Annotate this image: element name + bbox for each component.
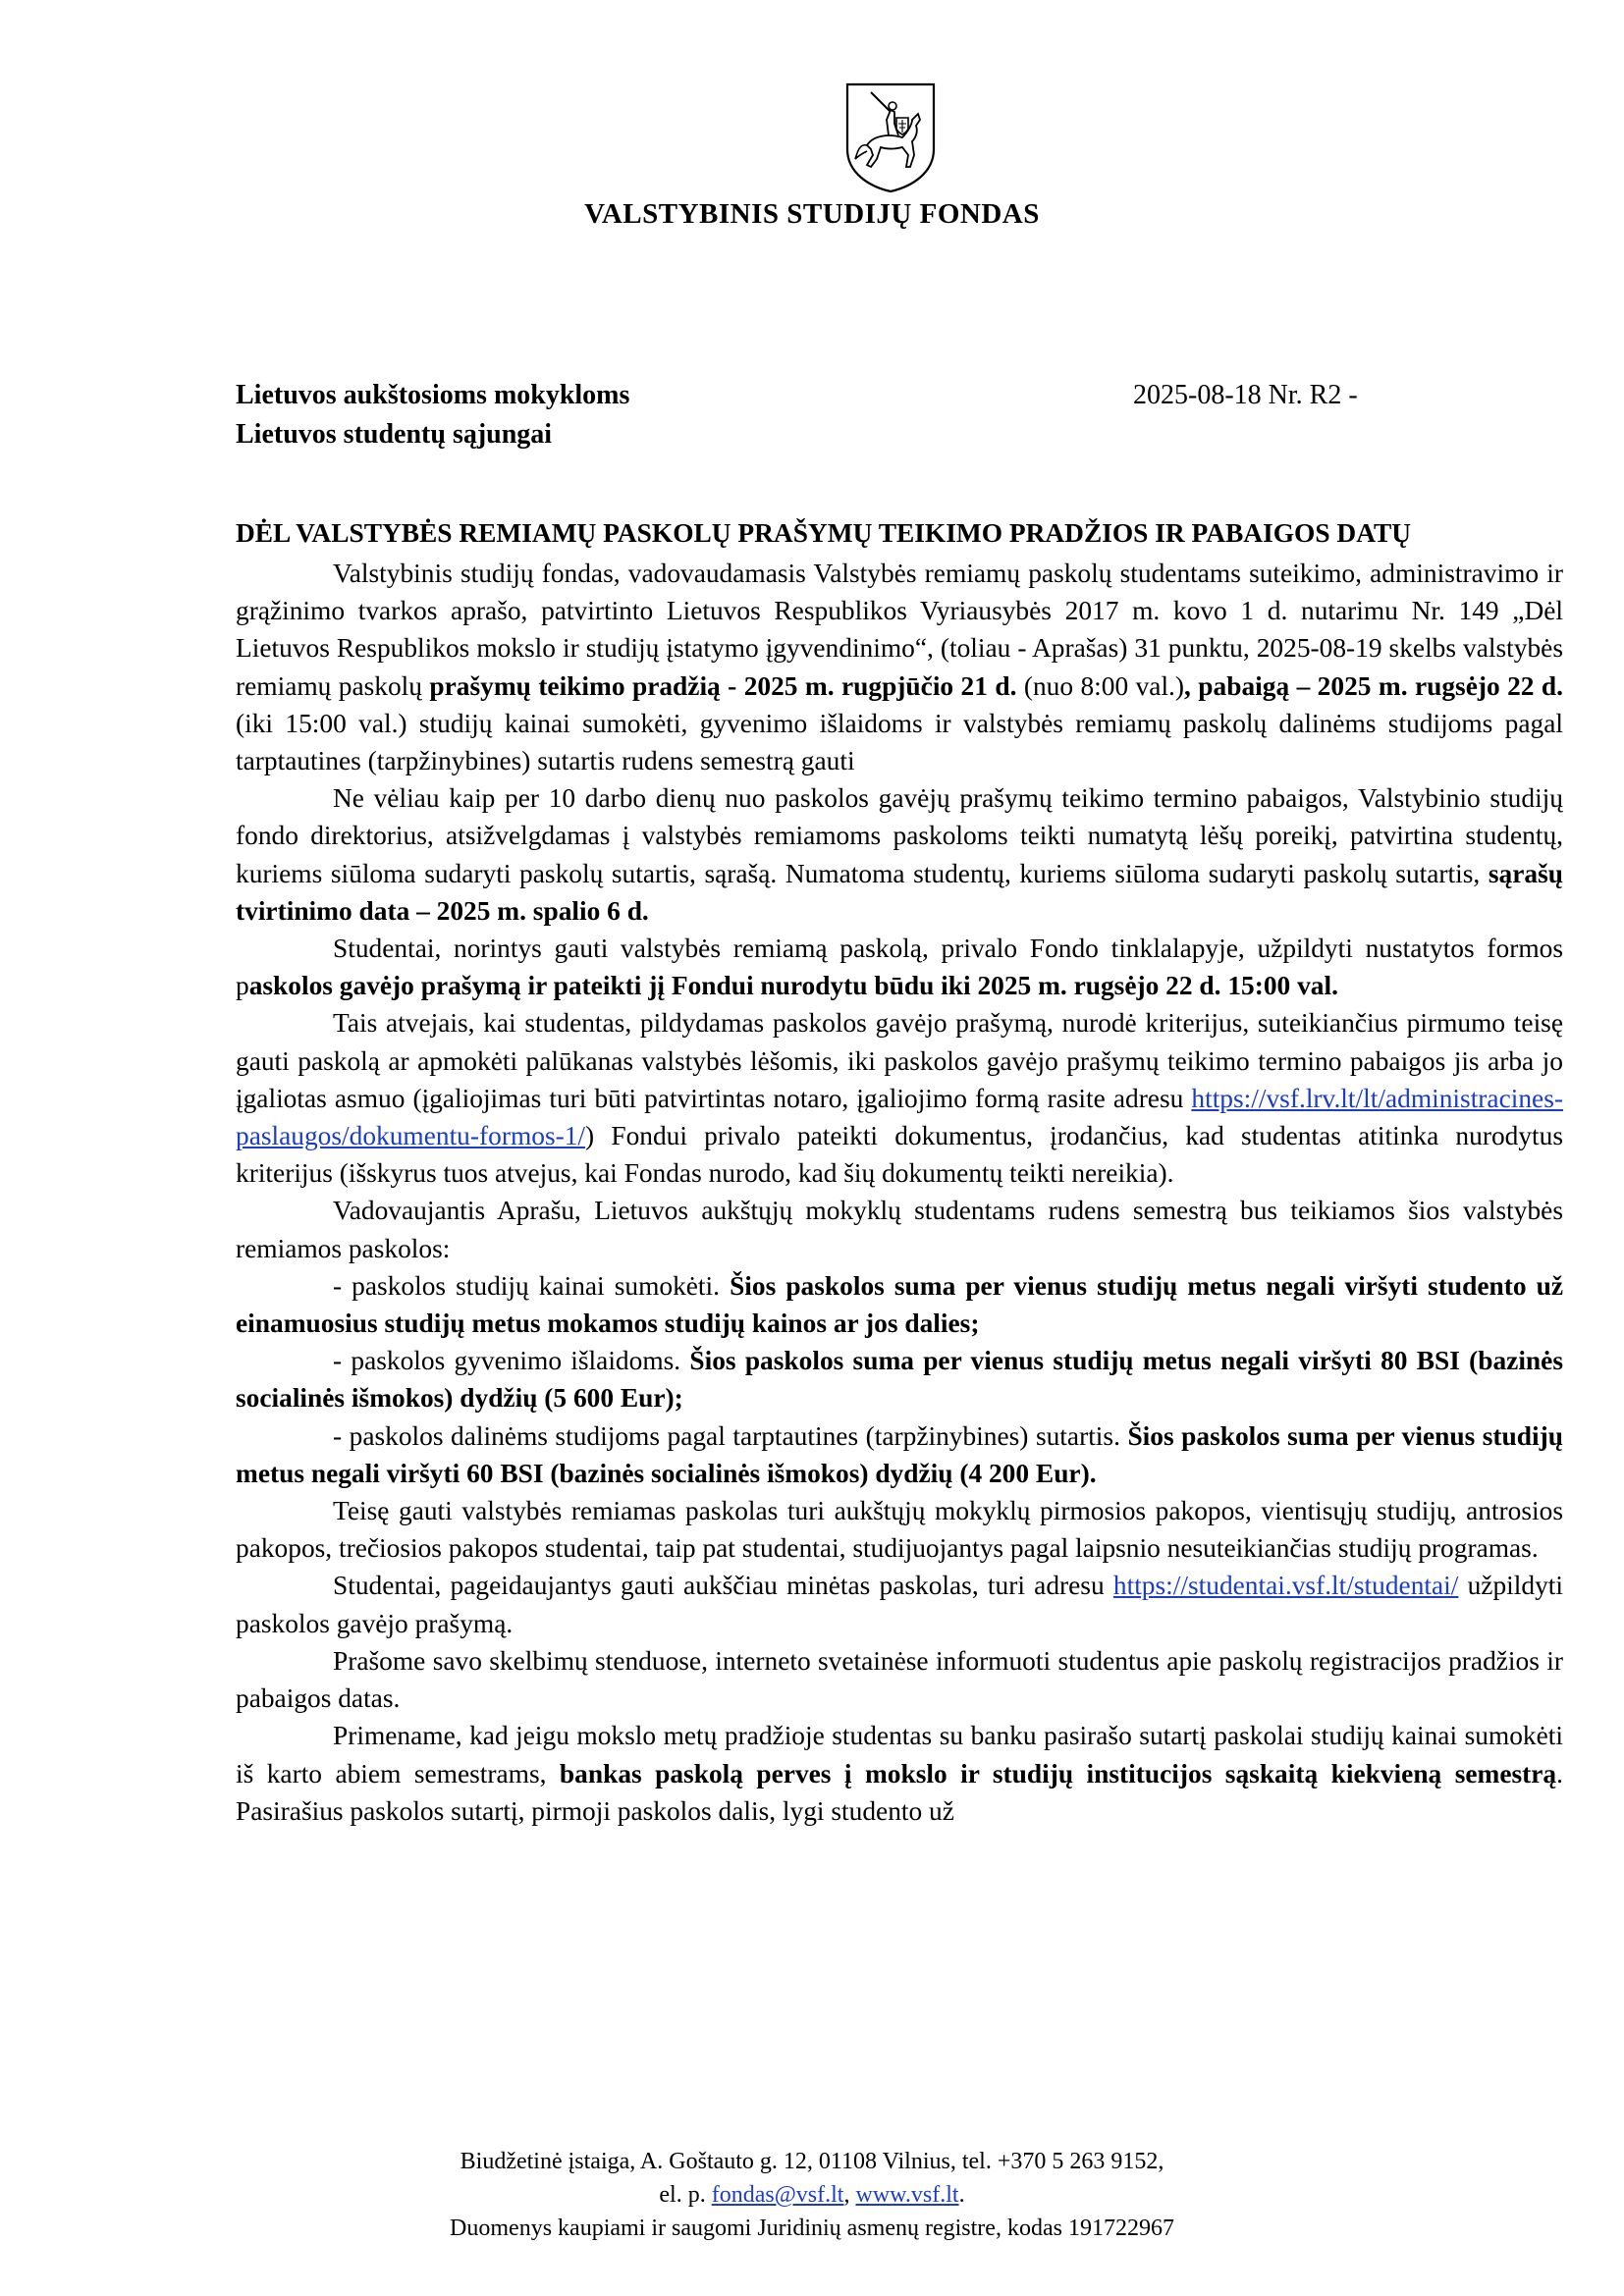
- paragraph-7: [236, 1567, 1563, 1641]
- text-span: . Pasirašius paskolos sutartį, pirmoji paskolos dalis, lygi studento už: [236, 1758, 1563, 1826]
- registration-date-number: 2025-08-18 Nr. R2 -: [1133, 380, 1358, 410]
- text-span: Studentai, norintys gauti valstybės remiamą paskolą, privalo Fondo tinklalapyje, užpildyti nustatytos formos p: [236, 934, 1563, 1001]
- paragraph-1: [236, 555, 1563, 779]
- subject-heading: DĖL VALSTYBĖS REMIAMŲ PASKOLŲ PRAŠYMŲ TEIKIMO PRADŽIOS IR PABAIGOS DATŲ: [236, 518, 1411, 548]
- footer-contacts: [0, 2178, 1624, 2212]
- paragraph-2: [236, 779, 1563, 930]
- email-link[interactable]: fondas@vsf.lt: [711, 2182, 844, 2208]
- suffix: .: [958, 2182, 965, 2208]
- text-span: ) Fondui privalo pateikti dokumentus, įrodančius, kad studentas atitinka nurodytus kriterijus (išskyrus tuos atvejus, kai Fondas nurodo, kad šių dokumentų teikti nereikia).: [236, 1121, 1563, 1189]
- text-span: (iki 15:00 val.) studijų kainai sumokėti, gyvenimo išlaidoms ir valstybės remiamų paskolų dalinėms studijoms pagal tarptautines (tarpžinybines) sutartis rudens semestrą gauti: [236, 708, 1563, 776]
- bold-span: Šios paskolos suma per vienus studijų metus negali viršyti studento už einamuosius studijų metus mokamos studijų kainos ar jos dalies;: [236, 1270, 1563, 1339]
- recipients-block: [236, 376, 629, 454]
- text-span: - paskolos dalinėms studijoms pagal tarptautines (tarpžinybines) sutartis.: [333, 1420, 1128, 1451]
- text-span: Primename, kad jeigu mokslo metų pradžioje studentas su banku pasirašo sutartį paskolai studijų kainai sumokėti iš karto abiem semestrams,: [236, 1721, 1563, 1789]
- students-portal-link[interactable]: https://studentai.vsf.lt/studentai/: [1112, 1571, 1459, 1601]
- paragraph-9: [236, 1717, 1563, 1830]
- paragraph-6: Teisę gauti valstybės remiamas paskolas turi aukštųjų mokyklų pirmosios pakopos, vientisųjų studijų, antrosios pakopos, trečiosios pakopos studentai, taip pat studentai, studijuojantys pagal laipsnio nesuteikiančias studijų programas.: [236, 1496, 1563, 1564]
- bold-span: prašymų teikimo pradžią - 2025 m. rugpjūčio 21 d.: [429, 670, 1017, 701]
- lithuania-coat-of-arms-icon: [843, 80, 938, 194]
- paragraph-4: [236, 1004, 1563, 1192]
- organization-title: VALSTYBINIS STUDIJŲ FONDAS: [584, 198, 1040, 230]
- paragraph-8: Prašome savo skelbimų stenduose, interneto svetainėse informuoti studentus apie paskolų registracijos pradžios ir pabaigos datas.: [236, 1645, 1563, 1714]
- text-span: Ne vėliau kaip per 10 darbo dienų nuo paskolos gavėjų prašymų teikimo termino pabaigos, Valstybinio studijų fondo direktorius, atsižvelgdamas į valstybės remiamoms paskoloms teikti numatytą lėšų poreikį, patvirtina studentų, kuriems siūloma sudaryti paskolų sutartis, sąrašą. Numatoma studentų, kuriems siūloma sudaryti paskolų sutartis,: [236, 783, 1563, 888]
- text-span: - paskolos studijų kainai sumokėti.: [333, 1270, 731, 1301]
- paragraph-3: [236, 930, 1563, 1004]
- loan-type-tuition: [236, 1267, 1563, 1342]
- bold-span: Šios paskolos suma per vienus studijų metus negali viršyti 80 BSI (bazinės socialinės išmokos) dydžių (5 600 Eur);: [236, 1346, 1563, 1414]
- footer-address: Biudžetinė įstaiga, A. Goštauto g. 12, 01108 Vilnius, tel. +370 5 263 9152,: [460, 2149, 1164, 2174]
- paragraph-5: Vadovaujantis Aprašu, Lietuvos aukštųjų mokyklų studentams rudens semestrą bus teikiamos šios valstybės remiamos paskolos:: [236, 1196, 1563, 1263]
- website-link[interactable]: www.vsf.lt: [855, 2182, 959, 2208]
- recipient-line-2: Lietuvos studentų sąjungai: [236, 419, 553, 450]
- text-span: (nuo 8:00 val.): [1016, 670, 1185, 701]
- letter-body: [236, 514, 1563, 1830]
- email-prefix: el. p.: [659, 2182, 712, 2208]
- bold-span: Šios paskolos suma per vienus studijų metus negali viršyti 60 BSI (bazinės socialinės išmokos) dydžių (4 200 Eur).: [236, 1420, 1563, 1488]
- bold-span: , pabaigą – 2025 m. rugsėjo 22 d.: [1184, 670, 1563, 701]
- text-span: Tais atvejais, kai studentas, pildydamas paskolos gavėjo prašymą, nurodė kriterijus, suteikiančius pirmumo teisę gauti paskolą ar apmokėti palūkanas valstybės lėšomis, iki paskolos gavėjo prašymų teikimo termino pabaigos jis arba jo įgaliotas asmuo (įgaliojimas turi būti patvirtintas notaro, įgaliojimo formą rasite adresu: [236, 1008, 1563, 1113]
- text-span: Valstybinis studijų fondas, vadovaudamasis Valstybės remiamų paskolų studentams suteikimo, administravimo ir grąžinimo tvarkos aprašo, patvirtinto Lietuvos Respublikos Vyriausybės 2017 m. kovo 1 d. nutarimu Nr. 149 „Dėl Lietuvos Respublikos mokslo ir studijų įstatymo įgyvendinimo“, (toliau - Aprašas) 31 punktu, 2025-08-19 skelbs valstybės remiamų paskolų: [236, 559, 1563, 701]
- bold-span: sąrašų tvirtinimo data – 2025 m. spalio 6 d.: [236, 858, 1563, 926]
- footer-registry: Duomenys kaupiami ir saugomi Juridinių asmenų registre, kodas 191722967: [450, 2216, 1174, 2241]
- loan-type-partial-studies: [236, 1417, 1563, 1492]
- separator: ,: [843, 2182, 856, 2208]
- bold-span: bankas paskolą perves į mokslo ir studijų institucijos sąskaitą kiekvieną semestrą: [559, 1758, 1557, 1789]
- recipient-line-1: Lietuvos aukštosioms mokykloms: [236, 380, 630, 410]
- bold-span: askolos gavėjo prašymą ir pateikti jį Fondui nurodytu būdu iki 2025 m. rugsėjo 22 d. 15:00 val.: [248, 971, 1338, 1001]
- text-span: užpildyti paskolos gavėjo prašymą.: [236, 1571, 1563, 1638]
- loan-type-living: [236, 1342, 1563, 1416]
- text-span: - paskolos gyvenimo išlaidoms.: [333, 1346, 690, 1376]
- forms-link[interactable]: https://vsf.lrv.lt/lt/administracines-paslaugos/dokumentu-formos-1/: [236, 1083, 1563, 1151]
- text-span: Studentai, pageidaujantys gauti aukščiau minėtas paskolas, turi adresu: [333, 1571, 1113, 1601]
- page-footer: [0, 2145, 1624, 2245]
